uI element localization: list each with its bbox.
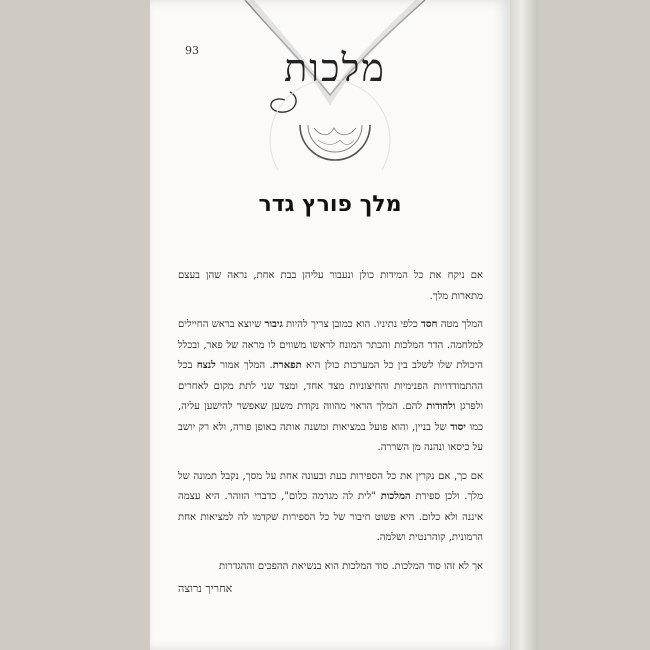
chapter-title: מלך פורץ גדר [258,192,402,217]
emphasis: גיבור [264,319,283,330]
paragraph [178,315,483,459]
text-run: להם. המלך הראוי מהווה נקודת משען שאפשר להישען עליה, כמו [178,401,483,433]
page-number: 93 [185,44,199,57]
text-run: בכל ההתמודדויות הפנימיות והחיצוניות מצד אחד, ומצד שני לתת מקום לאחרים ולפרגן [178,360,483,412]
paragraph [178,557,483,578]
text-run: שיוצא בראש החיילים למלחמה. הדר המלכות והכתר המונח לראשו משווים לו מראה של פאר, ובכלל היכולת שלו לשלב בין כל המערכות כולן היא [178,319,483,371]
text-run: . המלך אמור [215,360,273,371]
emphasis: לנצח [196,360,216,371]
emphasis: ולהודות [426,401,456,412]
running-title: אחריך נרוצה [178,582,233,595]
text-run: אך לא זהו סוד המלכות. סוד המלכות הוא בנשיאת ההפכים וההגדרות [219,560,483,572]
text-run: כלפי נתיניו. הוא כמובן צריך להיות [282,319,422,330]
body-text [178,266,483,585]
text-run: המלך מטה [437,319,483,330]
emphasis: תפארת [272,360,302,371]
paragraph [178,266,483,307]
emphasis: יסוד [450,421,466,433]
emphasis: חסד [421,319,438,330]
text-run: אם כך, אם נקרין את כל הספירות בעת ובעונה אחת על מסך, נקבל תמונה של מלך. ולכן ספירת [178,470,484,502]
paragraph [178,467,483,549]
text-run: אם ניקח את כל המידות כולן ונעבור עליהן בבת אחת, נראה שהן בעצם מתארות מלך. [178,270,483,302]
emphasis: המלכות [380,491,411,502]
book-spine [510,0,538,650]
text-run: של בניין, והוא פועל במציאות ומשנה אותה באופן פורה, ולא רק יושב על כיסאו ונהנה מן השררה. [178,421,483,453]
section-title: מלכות [284,46,386,90]
text-run: "לית לה מגרמה כלום", כדברי הזוהר. היא עצמה איננה ולא כלום. היא פשוט חיבור של כל הספירות שקדמו לה למציאות אחת הרמונית, קוהרנטית ושלמה. [178,491,483,543]
